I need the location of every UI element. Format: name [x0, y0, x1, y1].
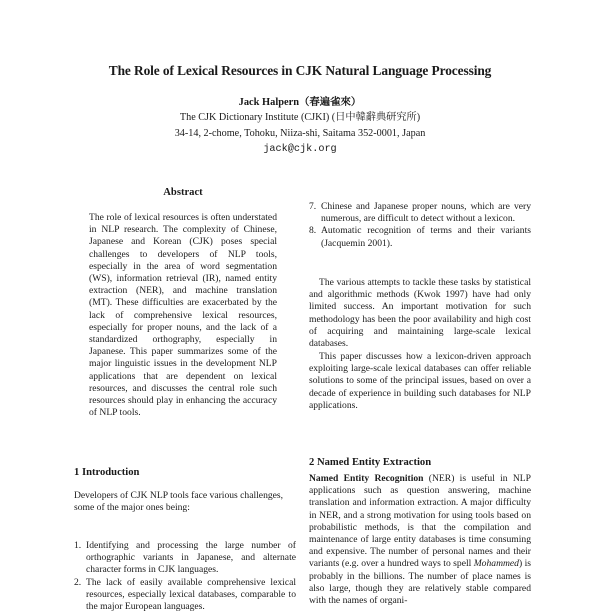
author-email[interactable]: jack@cjk.org — [263, 144, 337, 155]
list-item — [74, 577, 296, 613]
affiliation-line-2: 34-14, 2-chome, Tohoku, Niiza-shi, Saitama 352-0001, Japan — [174, 128, 426, 139]
approach-paragraph: This paper discusses how a lexicon-driven approach exploiting large-scale lexical databases can offer reliable solutions to some of the principal issues, based on over a decade of experience in building such databases for NLP applications. — [309, 351, 531, 411]
abstract-body: The role of lexical resources is often understated in NLP research. The complexity of Chinese, Japanese and Korean (CJK) poses special challenges to developers of NLP tools, especially in the area of word segmentation (WS), information retrieval (IR), named entity extraction (NER), and machine translation (MT). These difficulties are exacerbated by the lack of comprehensive lexical resources, especially for proper nouns, and the lack of a standardized orthography, especially in Japanese. This paper summarizes some of the major linguistic issues in the development NLP applications that are dependent on lexical resources, and discusses the central role such resources should play in enhancing the accuracy of NLP tools. — [89, 212, 277, 419]
challenges-list — [74, 540, 296, 613]
ner-text-b: ) is probably in the billions. The number of place names is also large, though they are relatively stable compared with the names of organi- — [309, 558, 531, 607]
introduction-heading: 1 Introduction — [74, 467, 140, 478]
list-item — [309, 225, 531, 249]
paper-title: The Role of Lexical Resources in CJK Natural Language Processing — [108, 63, 492, 78]
list-item-number: 1. — [74, 540, 82, 551]
list-item-text: Automatic recognition of terms and their variants (Jacquemin 2001). — [321, 225, 531, 249]
list-item-text: Chinese and Japanese proper nouns, which are very numerous, are difficult to detect without a lexicon. — [321, 201, 531, 225]
list-item-number: 2. — [74, 576, 82, 588]
list-item — [309, 201, 531, 225]
author-name: Jack Halpern（春遍雀來） — [238, 97, 362, 108]
list-item-text: The lack of easily available comprehensive lexical resources, especially lexical databases, comparable to the major European languages. — [86, 576, 296, 613]
challenges-list-continued — [309, 201, 531, 250]
ner-paragraph — [309, 473, 531, 607]
list-item-number: 7. — [309, 201, 317, 212]
list-item-number: 8. — [309, 225, 317, 237]
ner-lead-term: Named Entity Recognition — [309, 473, 424, 484]
affiliation-line-1: The CJK Dictionary Institute (CJKI) (日中韓辭典研究所) — [179, 112, 421, 123]
ner-heading: 2 Named Entity Extraction — [309, 457, 432, 468]
list-item — [74, 540, 296, 577]
abstract-heading: Abstract — [163, 187, 203, 198]
ner-italic-name: Mohammed — [473, 558, 519, 570]
introduction-body: Developers of CJK NLP tools face various challenges, some of the major ones being: — [74, 490, 284, 514]
list-item-text: Identifying and processing the large number of orthographic variants in Japanese, and alternate character forms in CJK languages. — [86, 540, 296, 576]
methods-paragraph: The various attempts to tackle these tasks by statistical and algorithmic methods (Kwok 1997) have had only limited success. An important motivation for such methodology has been the poor availability and high cost of acquiring and maintaining large-scale lexical databases. — [309, 277, 531, 350]
ner-text-a: (NER) is useful in NLP applications such as question answering, machine translation and information extraction. A major difficulty in NER, and a strong motivation for using tools based on probabilistic methods, is that the compilation and maintenance of large entity databases is time consuming and expensive. The number of personal names and their variants (e.g. over a hundred ways to spell — [309, 473, 531, 570]
